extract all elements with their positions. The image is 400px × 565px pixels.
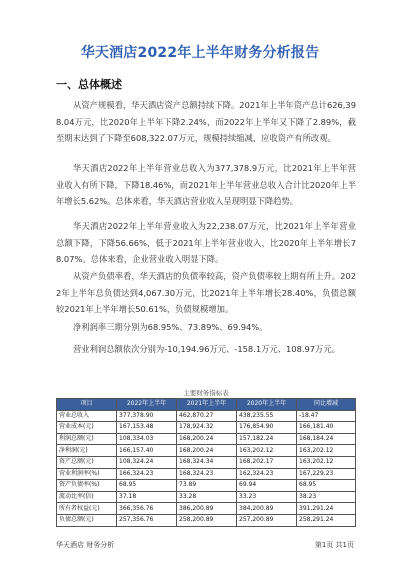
table-body [57,410,356,526]
table-cell: 73.89 [177,480,237,492]
table-cell: 178,924.32 [177,422,237,434]
table-cell: 168,324.23 [177,468,237,480]
table-cell: -18.47 [297,410,356,422]
table-row-label: 所有者权益(元) [57,503,117,515]
table-cell: 176,854.90 [237,422,297,434]
footer-left-text: 华天酒店 财务分析 [56,541,115,549]
table-row [57,445,356,457]
paragraph-operating-profit: 营业利润总额依次分别为-10,194.96万元、-158.1万元、108.97万元。 [73,344,340,354]
table-row [57,433,356,445]
table-row [57,422,356,434]
table-cell: 438,235.55 [237,410,297,422]
table-cell: 167,153.48 [117,422,177,434]
table-cell: 157,182.24 [237,433,297,445]
table-row-label: 营业总收入 [57,410,117,422]
table-header-cell: 同比增减 [297,399,356,411]
table-row-label: 利润总额(元) [57,433,117,445]
table-cell: 391,291.24 [297,503,356,515]
paragraph-net-margin: 净利润率三期分别为68.95%、73.89%、69.94%。 [73,322,268,332]
report-title: 华天酒店2022年上半年财务分析报告 [80,45,320,61]
table-cell: 68.95 [297,480,356,492]
table-cell: 384,200.89 [237,503,297,515]
table-cell: 258,291.24 [297,514,356,526]
table-cell: 257,200.89 [237,514,297,526]
table-row [57,410,356,422]
table-cell: 366,356.76 [117,503,177,515]
table-cell: 33.28 [177,491,237,503]
table-cell: 386,200.89 [177,503,237,515]
financial-indicators-table [56,398,356,527]
table-cell: 108,324.24 [117,456,177,468]
table-cell: 168,184.24 [297,433,356,445]
table-cell: 38.23 [297,491,356,503]
paragraph-asset-scale: 从资产规模看，华天酒店资产总额持续下降。2021年上半年资产总计626,398.04万元，比2020年上半年下降2.24%，而2022年上半年又下降了2.89%，截至期末达到了下降至608,322.07万元，规模持续缩减，应收资产有所改观。 [56,100,356,144]
table-cell: 162,324.23 [237,468,297,480]
table-header-cell: 2020年上半年 [237,399,297,411]
table-cell: 168,202.17 [237,456,297,468]
table-cell: 68.95 [117,480,177,492]
table-row-label: 流动比率(倍) [57,491,117,503]
table-row [57,491,356,503]
table-row [57,480,356,492]
page-number: 第1页 共1页 [314,541,354,549]
table-cell: 37.18 [117,491,177,503]
paragraph-operating-income: 华天酒店2022年上半年营业收入为22,238.07万元，比2021年上半年营业总额下降，下降56.66%，低于2021年上半年营业收入，比2020年上半年增长78.07%。总体来看，企业营业收入明显下降。 [56,221,356,265]
table-cell: 166,181.40 [297,422,356,434]
table-header-cell: 2021年上半年 [177,399,237,411]
table-cell: 167,229.23 [297,468,356,480]
table-header-row [57,399,356,411]
table-cell: 163,202.12 [297,445,356,457]
table-header-cell: 2022年上半年 [117,399,177,411]
table-cell: 69.94 [237,480,297,492]
table-cell: 166,157.40 [117,445,177,457]
table-row-label: 营业成本(元) [57,422,117,434]
table-cell: 258,200.89 [177,514,237,526]
table-row [57,468,356,480]
table-row [57,514,356,526]
table-cell: 257,356.76 [117,514,177,526]
table-row-label: 负债总额(元) [57,514,117,526]
table-row-label: 资产负债率(%) [57,480,117,492]
table-cell: 377,378.90 [117,410,177,422]
table-cell: 166,324.23 [117,468,177,480]
table-row-label: 营业利润率(%) [57,468,117,480]
paragraph-debt-ratio: 从资产负债率看，华天酒店的负债率较高，资产负债率较上期有所上升。2022年上半年总负债达到4,067.30万元，比2021年上半年增长28.40%，负债总额较2021年上半年增长50.61%，负债规模增加。 [56,271,356,315]
table-cell: 108,334.03 [117,433,177,445]
paragraph-revenue: 华天酒店2022年上半年营业总收入为377,378.9万元，比2021年上半年营业收入有所下降，下降18.46%，而2021年上半年营业总收入合计比2020年上半年增长5.62%。总体来看，华天酒店营业收入呈现明显下降趋势。 [56,163,356,207]
table-cell: 168,200.24 [177,433,237,445]
table-cell: 33.23 [237,491,297,503]
table-cell: 168,200.24 [177,445,237,457]
table-row-label: 净利润(元) [57,445,117,457]
table-cell: 163,202.12 [297,456,356,468]
table-row [57,456,356,468]
table-header-cell: 项目 [57,399,117,411]
table-cell: 462,870.27 [177,410,237,422]
table-row-label: 资产总额(元) [57,456,117,468]
section-heading-overview: 一、总体概述 [56,78,122,91]
table-row [57,503,356,515]
table-caption: 主要财务指标表 [183,389,229,397]
table-cell: 168,324.34 [177,456,237,468]
table-cell: 163,202.12 [237,445,297,457]
